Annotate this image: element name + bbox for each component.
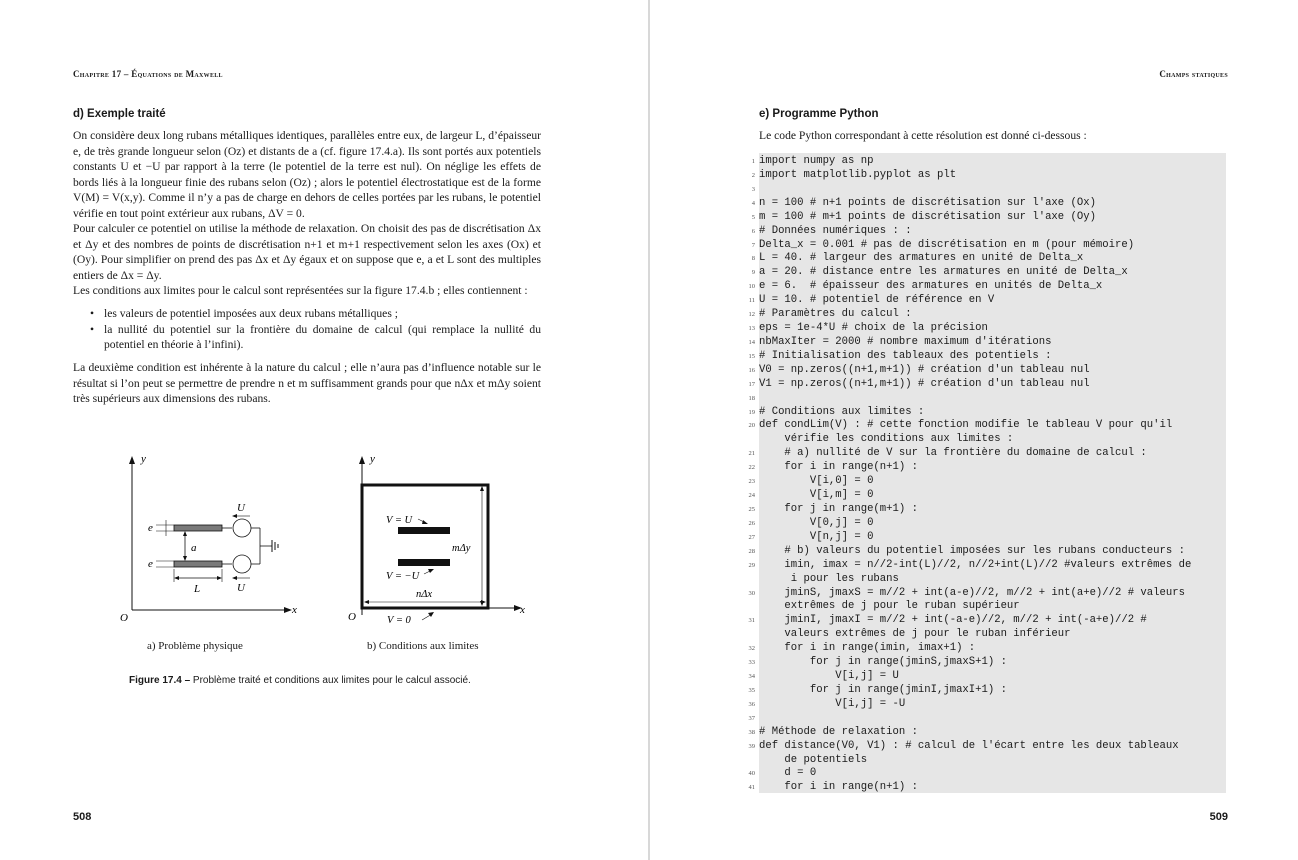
code-line [748,293,995,307]
code-text: eps = 1e-4*U # choix de la précision [759,322,988,335]
line-number: 4 [751,199,755,207]
fig-a-origin-label: O [120,612,128,624]
code-line [748,474,874,488]
section-title-e: e) Programme Python [759,108,879,120]
fig-a-L-label: L [194,583,201,595]
line-number: 15 [748,352,755,360]
subcaption-a: a) Problème physique [147,640,243,652]
bottom-ribbon-b [398,559,450,566]
line-number: 29 [748,561,755,569]
fig-a-U-bottom: U [237,582,245,594]
line-number: 7 [751,241,755,249]
code-text: valeurs extrêmes de j pour le ruban inférieur [759,628,1071,641]
line-number: 19 [748,408,755,416]
fig-b-v-plus: V = U [386,515,413,526]
code-text: def condLim(V) : # cette fonction modifie le tableau V pour qu'il [759,419,1173,432]
line-number: 6 [751,227,755,235]
code-text: vérifie les conditions aux limites : [759,433,1014,446]
code-line [748,641,976,655]
code-text: a = 20. # distance entre les armatures en unité de Delta_x [759,266,1128,279]
code-line [751,265,1128,279]
line-number: 26 [748,519,755,527]
code-text: V[i,j] = U [759,670,899,683]
line-number: 38 [748,728,755,736]
code-text: # Initialisation des tableaux des potentiels : [759,349,1052,362]
fig-a-e-top: e [148,522,153,534]
code-text: # Paramètres du calcul : [759,308,912,321]
code-text: # a) nullité de V sur la frontière du domaine de calcul : [759,447,1147,460]
code-text: V[n,j] = 0 [759,530,874,543]
code-line [748,279,1103,293]
code-text: Delta_x = 0.001 # pas de discrétisation en m (pour mémoire) [759,238,1135,251]
code-text: U = 10. # potentiel de référence en V [759,294,995,307]
code-line [748,349,1052,363]
code-text: de potentiels [759,753,868,766]
code-text: V[i,m] = 0 [759,489,874,502]
code-line [748,780,918,794]
code-line [751,196,1096,210]
code-line [751,210,1096,224]
line-number: 12 [748,311,755,319]
code-line [748,558,1192,572]
line-number: 11 [748,297,755,305]
code-line [748,502,918,516]
bullet-item: • la nullité du potentiel sur la frontière du domaine de calcul (qui remplace la nullité du potentiel en théorie à l’infini). [90,322,541,353]
fig-b-y-label: y [370,453,375,465]
line-number: 17 [748,380,755,388]
paragraph-3: Les conditions aux limites pour le calcul sont représentées sur la figure 17.4.b ; elles contiennent : [73,284,528,297]
paragraph-2: Pour calculer ce potentiel on utilise la méthode de relaxation. On choisit des pas de discrétisation Δx et Δy et des nombres de points de discrétisation n+1 et m+1 respectivement selon les axes (Ox) et (Oy). Pour simplifier on prend des pas Δx et Δy égaux et on suppose que e, a et L sont des multiples entiers de Δx = Δy. [73,222,541,282]
code-line [751,251,1084,265]
left-page [0,0,648,860]
line-number: 20 [748,422,755,430]
code-listing [748,153,1226,794]
line-number: 18 [748,394,755,402]
code-text: n = 100 # n+1 points de discrétisation sur l'axe (Ox) [759,196,1096,209]
page-number-right: 509 [1209,811,1228,823]
subcaption-b: b) Conditions aux limites [367,640,479,652]
running-head-left: Chapitre 17 – Équations de Maxwell [73,69,223,79]
code-line [748,377,1090,391]
code-text: for j in range(jminI,jmaxI+1) : [759,683,1007,696]
fig-b-origin-label: O [348,611,356,623]
top-ribbon-b [398,527,450,534]
code-text: V1 = np.zeros((n+1,m+1)) # création d'un tableau nul [759,377,1090,390]
line-number: 9 [751,269,755,277]
line-number: 37 [748,714,755,722]
bottom-ribbon [174,561,222,567]
figure-caption [129,675,471,686]
line-number: 3 [751,185,755,193]
code-text: # Conditions aux limites : [759,405,925,418]
code-line [759,627,1071,641]
line-number: 27 [748,533,755,541]
page-number-left: 508 [73,811,92,823]
line-number: 5 [751,213,755,221]
code-text: for i in range(n+1) : [759,781,918,794]
code-line [748,516,874,530]
code-line [748,655,1007,669]
code-text: import matplotlib.pyplot as plt [759,168,957,181]
paragraph-1: On considère deux long rubans métalliques identiques, parallèles entre eux, de largeur L, d’épaisseur e, de très grande longueur selon (Oz) et distants de a (cf. figure 17.4.a). Ils sont portés aux potentiels constants U et −U par rapport à la terre (le potentiel de la terre est nul). On néglige les effets de bords liés à la longueur finie des rubans selon (Oz) ; alors le potentiel électrostatique est de la forme V(M) = V(x,y). Comme il n’y a pas de charge en dehors de celles portées par les rubans, le potentiel vérifie en tout point extérieur aux rubans, ΔV = 0. [73,129,541,220]
code-text: e = 6. # épaisseur des armatures en unités de Delta_x [759,280,1103,293]
code-text: i pour les rubans [759,572,899,585]
code-line [751,238,1135,252]
bullet-list [90,306,541,353]
code-line [748,321,988,335]
fig-b-v-zero: V = 0 [387,615,411,626]
line-number: 23 [748,478,755,486]
generator-bottom [233,555,251,573]
fig-a-a-label: a [191,542,197,554]
code-text: nbMaxIter = 2000 # nombre maximum d'itérations [759,335,1052,348]
code-line [748,669,899,683]
generator-top [233,519,251,537]
code-text: for i in range(n+1) : [759,461,918,474]
fig-b-v-minus: V = −U [386,571,420,582]
line-number: 8 [751,255,755,263]
code-line [759,599,1020,613]
code-line [748,766,817,780]
code-line [751,154,874,168]
code-text: def distance(V0, V1) : # calcul de l'écart entre les deux tableaux [759,739,1179,752]
line-number: 24 [748,492,755,500]
paragraph-4: La deuxième condition est inhérente à la nature du calcul ; elle n’aura pas d’influence notable sur le résultat si l’on peut se permettre de prendre n et m suffisamment grands pour que nΔx et mΔy soient très supérieurs aux dimensions des rubans. [73,361,541,405]
line-number: 41 [748,784,755,792]
section-title-d: d) Exemple traité [73,108,166,120]
fig-b-n-dx: nΔx [416,589,433,600]
code-line [748,613,1147,627]
line-number: 21 [748,450,755,458]
line-number: 33 [748,659,755,667]
code-text: for j in range(jminS,jmaxS+1) : [759,656,1007,669]
bullet-item: • les valeurs de potentiel imposées aux deux rubans métalliques ; [90,306,541,322]
fig-b-x-label: x [520,604,525,616]
figure-caption-label: Figure 17.4 – [129,675,191,686]
code-line [759,572,899,586]
code-text: extrêmes de j pour le ruban supérieur [759,600,1020,613]
code-text: m = 100 # m+1 points de discrétisation sur l'axe (Oy) [759,210,1096,223]
line-number: 35 [748,686,755,694]
line-number: 13 [748,325,755,333]
code-text: for i in range(imin, imax+1) : [759,642,976,655]
fig-a-x-label: x [292,604,297,616]
line-number: 32 [748,645,755,653]
figure-caption-text: Problème traité et conditions aux limites pour le calcul associé. [192,675,471,686]
code-text: L = 40. # largeur des armatures en unité de Delta_x [759,252,1084,265]
line-number: 25 [748,506,755,513]
code-intro: Le code Python correspondant à cette résolution est donné ci-dessous : [759,129,1087,142]
top-ribbon [174,525,222,531]
figure-b-boundary-conditions [340,450,540,630]
code-line [748,739,1179,753]
code-text: V[0,j] = 0 [759,516,874,529]
code-line [748,335,1052,349]
code-line [759,432,1013,446]
code-line [759,753,867,767]
code-line [748,488,874,502]
code-text: V[i,j] = -U [759,697,906,710]
line-number: 2 [751,171,755,179]
line-number: 36 [748,700,755,708]
code-line [748,683,1007,697]
line-number: 28 [748,547,755,555]
line-number: 30 [748,589,755,597]
body-text [73,128,541,299]
fig-a-U-top: U [237,502,245,514]
code-line [748,307,912,321]
code-text: imin, imax = n//2-int(L)//2, n//2+int(L)//2 #valeurs extrêmes de [759,558,1192,571]
code-line [748,460,918,474]
line-number: 10 [748,283,755,291]
fig-a-e-bottom: e [148,558,153,570]
figure-a-physical-problem [110,450,310,630]
code-text: # Méthode de relaxation : [759,725,918,738]
code-line [748,446,1147,460]
code-line [748,544,1185,558]
fig-a-y-label: y [141,453,146,465]
line-number: 39 [748,742,755,750]
code-line [748,697,906,711]
line-number: 22 [748,464,755,472]
line-number: 1 [751,158,755,165]
code-line [751,168,957,182]
code-text: V0 = np.zeros((n+1,m+1)) # création d'un tableau nul [759,363,1090,376]
code-line [748,530,874,544]
code-line [751,224,912,238]
code-text: jminI, jmaxI = m//2 + int(-a-e)//2, m//2 + int(-a+e)//2 # [759,614,1147,627]
line-number: 16 [748,366,755,374]
code-text: import numpy as np [759,155,874,167]
running-head-right: Champs statiques [1159,69,1228,79]
code-line [748,586,1185,600]
line-number: 14 [748,338,755,346]
code-line [748,363,1090,377]
line-number: 40 [748,770,755,778]
code-text: for j in range(m+1) : [759,503,918,515]
line-number: 34 [748,673,755,681]
code-text: # b) valeurs du potentiel imposées sur les rubans conducteurs : [759,544,1185,557]
fig-b-m-dy: mΔy [452,543,471,554]
code-line [748,725,918,739]
code-text: V[i,0] = 0 [759,475,874,488]
code-text: d = 0 [759,767,817,780]
line-number: 31 [748,617,755,625]
code-text: # Données numériques : : [759,224,912,237]
code-line [748,405,925,419]
code-text: jminS, jmaxS = m//2 + int(a-e)//2, m//2 + int(a+e)//2 # valeurs [759,586,1185,599]
code-line [748,418,1173,432]
